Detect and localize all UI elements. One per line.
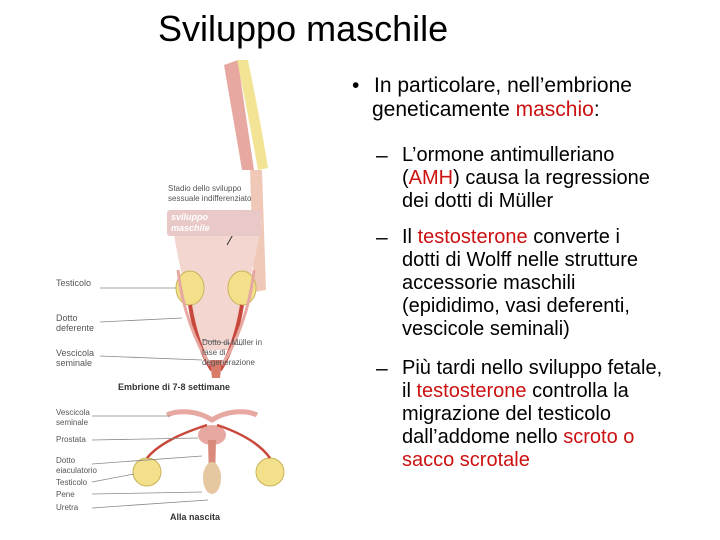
label-dotto-ej-line2: eiaculatorio — [56, 466, 97, 475]
label-prostata: Prostata — [56, 435, 86, 444]
anatomy-figure — [52, 60, 337, 530]
label-testicolo-adulto: Testicolo — [56, 478, 88, 487]
label-stadio-line2: sessuale indifferenziato — [168, 194, 252, 203]
stage-line1: sviluppo — [171, 212, 209, 222]
label-muller-line3: degenerazione — [202, 358, 255, 367]
item2-line1-c: converte i — [527, 226, 620, 248]
adult-vas-left — [147, 425, 207, 458]
item3-line4 — [402, 426, 634, 449]
label-pene: Pene — [56, 490, 75, 499]
label-dotto-line1: Dotto — [56, 313, 78, 323]
item2-line3: accessorie maschili — [402, 272, 576, 294]
item1-line2 — [402, 167, 650, 190]
item3-testosterone: testosterone — [416, 380, 527, 402]
item1-amh: AMH — [408, 167, 454, 189]
adult-ducts — [167, 412, 257, 420]
item3-line2 — [402, 380, 629, 403]
pointer-pene — [92, 492, 202, 494]
item2-line1 — [402, 226, 620, 249]
dash-icon-3: – — [376, 357, 388, 380]
item1-line2-c: ) causa la regressione — [453, 167, 650, 189]
item2-line4: (epididimo, vasi deferenti, — [402, 295, 630, 317]
item3-line4-a: dall’addome nello — [402, 426, 564, 448]
label-muller-line2: fase di — [202, 348, 226, 357]
label-dotto-ej-line1: Dotto — [56, 456, 76, 465]
label-vescicola-line2: seminale — [56, 358, 93, 368]
item3-scroto: scroto o — [563, 426, 635, 448]
label-embrione: Embrione di 7-8 settimane — [118, 382, 231, 392]
pointer-prostata — [92, 438, 198, 440]
intro-line1: In particolare, nell’embrione — [374, 74, 632, 97]
item3-line2-c: controlla la — [526, 380, 629, 402]
label-vescicola-line1: Vescicola — [56, 348, 95, 358]
item2-line5: vescicole seminali) — [402, 318, 570, 340]
label-dotto-deferente — [56, 313, 94, 333]
label-dotto-muller — [202, 338, 262, 368]
intro-line2-a: geneticamente — [372, 98, 516, 121]
label-muller-line1: Dotto di Müller in — [202, 338, 263, 347]
item2-line2: dotti di Wolff nelle strutture — [402, 249, 639, 271]
label-dotto-eiaculatorio — [56, 456, 97, 476]
stage-line2: maschile — [171, 223, 210, 233]
item2-testosterone: testosterone — [417, 226, 528, 248]
item3-line5: sacco scrotale — [402, 449, 530, 471]
item2-line1-a: Il — [402, 226, 418, 248]
item3-line3: migrazione del testicolo — [402, 403, 611, 425]
intro-line2-c: : — [593, 98, 600, 121]
item1-line1: L’ormone antimulleriano — [402, 144, 615, 166]
item3-line1: Più tardi nello sviluppo fetale, — [402, 357, 663, 379]
label-dotto-line2: deferente — [56, 323, 95, 333]
pointer-uretra — [92, 500, 208, 508]
adult-testis-right — [256, 458, 284, 486]
slide-title: Sviluppo maschile — [158, 8, 449, 49]
dash-icon-2: – — [376, 226, 388, 249]
label-vescicola-adulto — [56, 408, 90, 428]
label-stadio-line1: Stadio dello sviluppo — [168, 184, 242, 193]
label-uretra: Uretra — [56, 503, 79, 512]
adult-testis-left — [133, 458, 161, 486]
label-vescicola-seminale — [56, 348, 94, 368]
label-testicolo: Testicolo — [56, 278, 92, 288]
stage-banner — [167, 210, 261, 236]
adult-penis — [203, 462, 221, 494]
item1-line3: dei dotti di Müller — [402, 190, 554, 212]
label-stadio-indifferenziato — [168, 184, 251, 204]
main-bullet-icon: • — [352, 74, 360, 97]
intro-line2 — [372, 98, 600, 122]
pointer-dotto — [100, 318, 182, 322]
item1-line2-a: ( — [402, 167, 409, 189]
label-alla-nascita: Alla nascita — [170, 512, 221, 522]
adult-vas-right — [217, 425, 270, 458]
pointer-vescicola — [100, 356, 202, 360]
intro-maschio: maschio — [515, 98, 594, 121]
pointer-testicolo-b — [92, 474, 134, 482]
dash-icon-1: – — [376, 144, 388, 167]
label-vescicola-b-line1: Vescicola — [56, 408, 90, 417]
label-vescicola-b-line2: seminale — [56, 418, 89, 427]
item3-line2-a: il — [402, 380, 417, 402]
